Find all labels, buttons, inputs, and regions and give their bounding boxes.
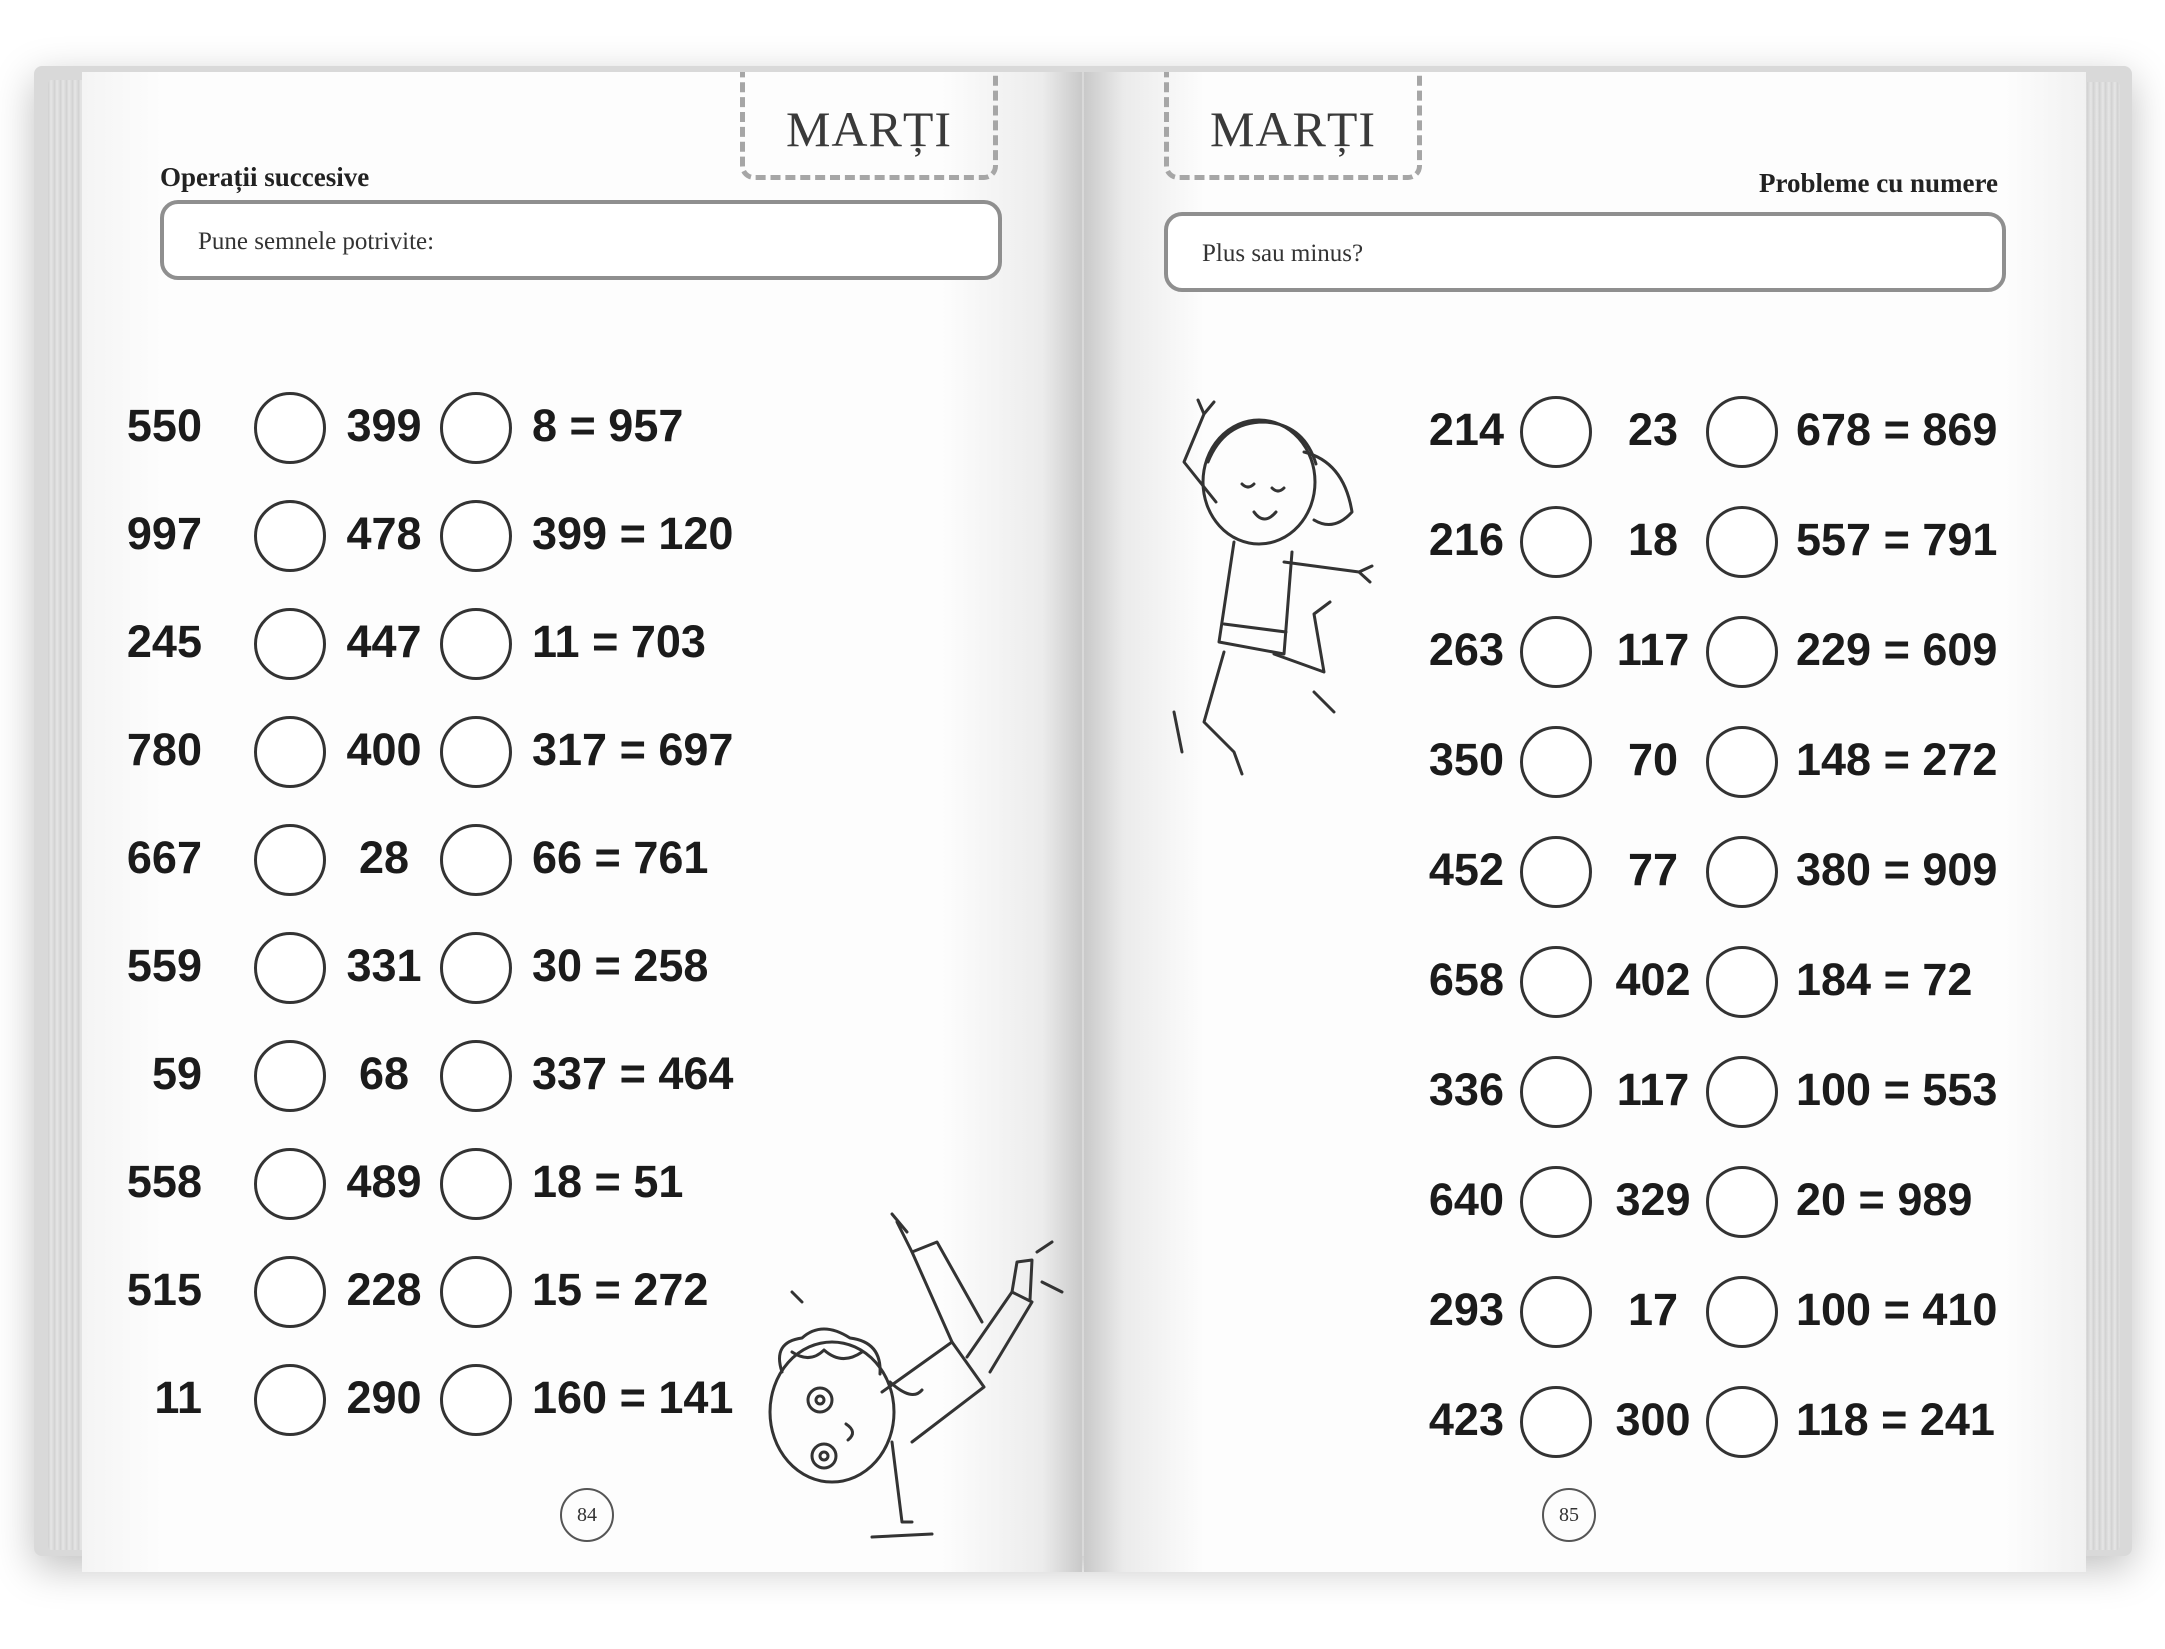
page-edges-left [48, 80, 86, 1550]
operator-answer-circle[interactable] [254, 392, 326, 464]
exercise-row [1084, 614, 2084, 700]
third-operand-and-result: 30 = 258 [532, 940, 709, 991]
operator-answer-circle[interactable] [440, 1256, 512, 1328]
operator-answer-circle[interactable] [1520, 1386, 1592, 1458]
operator-answer-circle[interactable] [254, 500, 326, 572]
first-operand: 515 [126, 1264, 202, 1315]
operator-answer-circle[interactable] [440, 824, 512, 896]
first-operand: 658 [1428, 954, 1504, 1005]
third-operand-and-result: 229 = 609 [1796, 624, 1998, 675]
instruction-text: Plus sau minus? [1202, 240, 1364, 267]
second-operand: 331 [346, 940, 422, 991]
page-number: 85 [1542, 1488, 1596, 1542]
exercise-row [82, 714, 1082, 800]
exercise-row [1084, 1384, 2084, 1470]
second-operand: 290 [346, 1372, 422, 1423]
page-edges-right [2082, 82, 2120, 1550]
operator-answer-circle[interactable] [1706, 506, 1778, 578]
second-operand: 77 [1627, 844, 1679, 895]
third-operand-and-result: 160 = 141 [532, 1372, 734, 1423]
first-operand: 263 [1428, 624, 1504, 675]
operator-answer-circle[interactable] [254, 1364, 326, 1436]
exercise-row [1084, 504, 2084, 590]
operator-answer-circle[interactable] [440, 716, 512, 788]
third-operand-and-result: 184 = 72 [1796, 954, 1973, 1005]
first-operand: 640 [1428, 1174, 1504, 1225]
first-operand: 245 [126, 616, 202, 667]
operator-answer-circle[interactable] [1706, 396, 1778, 468]
day-label: MARȚI [785, 101, 953, 157]
second-operand: 300 [1615, 1394, 1691, 1445]
operator-answer-circle[interactable] [440, 932, 512, 1004]
first-operand: 293 [1428, 1284, 1504, 1335]
first-operand: 780 [126, 724, 202, 775]
operator-answer-circle[interactable] [1520, 1166, 1592, 1238]
second-operand: 117 [1616, 624, 1690, 675]
second-operand: 399 [346, 400, 422, 451]
right-page [1084, 72, 2086, 1572]
second-operand: 117 [1616, 1064, 1690, 1115]
operator-answer-circle[interactable] [254, 608, 326, 680]
page-number: 84 [560, 1488, 614, 1542]
boy-handstand-illustration [762, 1142, 1082, 1562]
operator-answer-circle[interactable] [254, 1040, 326, 1112]
second-operand: 489 [346, 1156, 422, 1207]
exercise-row [1084, 724, 2084, 810]
first-operand: 667 [126, 832, 202, 883]
exercise-row [1084, 944, 2084, 1030]
second-operand: 17 [1627, 1284, 1679, 1335]
first-operand: 214 [1428, 404, 1504, 455]
second-operand: 228 [346, 1264, 422, 1315]
third-operand-and-result: 148 = 272 [1796, 734, 1998, 785]
left-page [82, 72, 1082, 1572]
exercise-row [82, 930, 1082, 1016]
third-operand-and-result: 15 = 272 [532, 1264, 709, 1315]
operator-answer-circle[interactable] [1520, 506, 1592, 578]
section-title: Probleme cu numere [1759, 168, 1998, 198]
third-operand-and-result: 18 = 51 [532, 1156, 684, 1207]
third-operand-and-result: 20 = 989 [1796, 1174, 1973, 1225]
third-operand-and-result: 399 = 120 [532, 508, 734, 559]
second-operand: 23 [1627, 404, 1679, 455]
third-operand-and-result: 118 = 241 [1796, 1394, 1995, 1445]
operator-answer-circle[interactable] [254, 1256, 326, 1328]
exercise-row [1084, 394, 2084, 480]
second-operand: 68 [358, 1048, 410, 1099]
operator-answer-circle[interactable] [1520, 726, 1592, 798]
instruction-box [1164, 212, 2006, 292]
second-operand: 402 [1615, 954, 1691, 1005]
instruction-text: Pune semnele potrivite: [198, 228, 435, 255]
operator-answer-circle[interactable] [440, 392, 512, 464]
operator-answer-circle[interactable] [1706, 1386, 1778, 1458]
third-operand-and-result: 66 = 761 [532, 832, 709, 883]
third-operand-and-result: 557 = 791 [1796, 514, 1998, 565]
first-operand: 452 [1428, 844, 1504, 895]
operator-answer-circle[interactable] [1706, 1056, 1778, 1128]
third-operand-and-result: 100 = 553 [1796, 1064, 1998, 1115]
operator-answer-circle[interactable] [1706, 616, 1778, 688]
exercise-row [82, 390, 1082, 476]
operator-answer-circle[interactable] [254, 932, 326, 1004]
operator-answer-circle[interactable] [1706, 726, 1778, 798]
operator-answer-circle[interactable] [1706, 946, 1778, 1018]
section-title: Operații succesive [160, 162, 370, 192]
exercise-row [1084, 1274, 2084, 1360]
operator-answer-circle[interactable] [440, 500, 512, 572]
first-operand: 997 [126, 508, 202, 559]
operator-answer-circle[interactable] [440, 1364, 512, 1436]
third-operand-and-result: 337 = 464 [532, 1048, 734, 1099]
second-operand: 400 [346, 724, 422, 775]
operator-answer-circle[interactable] [1520, 1056, 1592, 1128]
second-operand: 70 [1627, 734, 1679, 785]
operator-answer-circle[interactable] [254, 1148, 326, 1220]
exercise-row [82, 498, 1082, 584]
day-label-tab [740, 72, 998, 180]
second-operand: 18 [1627, 514, 1679, 565]
operator-answer-circle[interactable] [440, 608, 512, 680]
second-operand: 478 [346, 508, 422, 559]
exercise-row [82, 1038, 1082, 1124]
instruction-box [160, 200, 1002, 280]
third-operand-and-result: 8 = 957 [532, 400, 684, 451]
first-operand: 336 [1428, 1064, 1504, 1115]
first-operand: 350 [1428, 734, 1504, 785]
operator-answer-circle[interactable] [1706, 836, 1778, 908]
operator-answer-circle[interactable] [1520, 616, 1592, 688]
operator-answer-circle[interactable] [254, 716, 326, 788]
second-operand: 329 [1615, 1174, 1691, 1225]
first-operand: 59 [151, 1048, 202, 1099]
operator-answer-circle[interactable] [1520, 946, 1592, 1018]
third-operand-and-result: 380 = 909 [1796, 844, 1998, 895]
first-operand: 216 [1428, 514, 1504, 565]
third-operand-and-result: 11 = 703 [532, 616, 706, 667]
third-operand-and-result: 317 = 697 [532, 724, 734, 775]
operator-answer-circle[interactable] [1706, 1166, 1778, 1238]
exercise-row [82, 606, 1082, 692]
third-operand-and-result: 100 = 410 [1796, 1284, 1998, 1335]
day-label: MARȚI [1209, 101, 1377, 157]
operator-answer-circle[interactable] [440, 1148, 512, 1220]
first-operand: 11 [154, 1372, 202, 1423]
exercise-row [1084, 1054, 2084, 1140]
third-operand-and-result: 678 = 869 [1796, 404, 1998, 455]
second-operand: 28 [358, 832, 410, 883]
second-operand: 447 [346, 616, 422, 667]
first-operand: 559 [126, 940, 202, 991]
first-operand: 423 [1428, 1394, 1504, 1445]
day-label-tab [1164, 72, 1422, 180]
operator-answer-circle[interactable] [1520, 396, 1592, 468]
first-operand: 550 [126, 400, 202, 451]
exercise-row [1084, 1164, 2084, 1250]
operator-answer-circle[interactable] [1706, 1276, 1778, 1348]
operator-answer-circle[interactable] [1520, 836, 1592, 908]
exercise-row [1084, 834, 2084, 920]
operator-answer-circle[interactable] [254, 824, 326, 896]
exercise-row [82, 822, 1082, 908]
operator-answer-circle[interactable] [440, 1040, 512, 1112]
first-operand: 558 [126, 1156, 202, 1207]
operator-answer-circle[interactable] [1520, 1276, 1592, 1348]
